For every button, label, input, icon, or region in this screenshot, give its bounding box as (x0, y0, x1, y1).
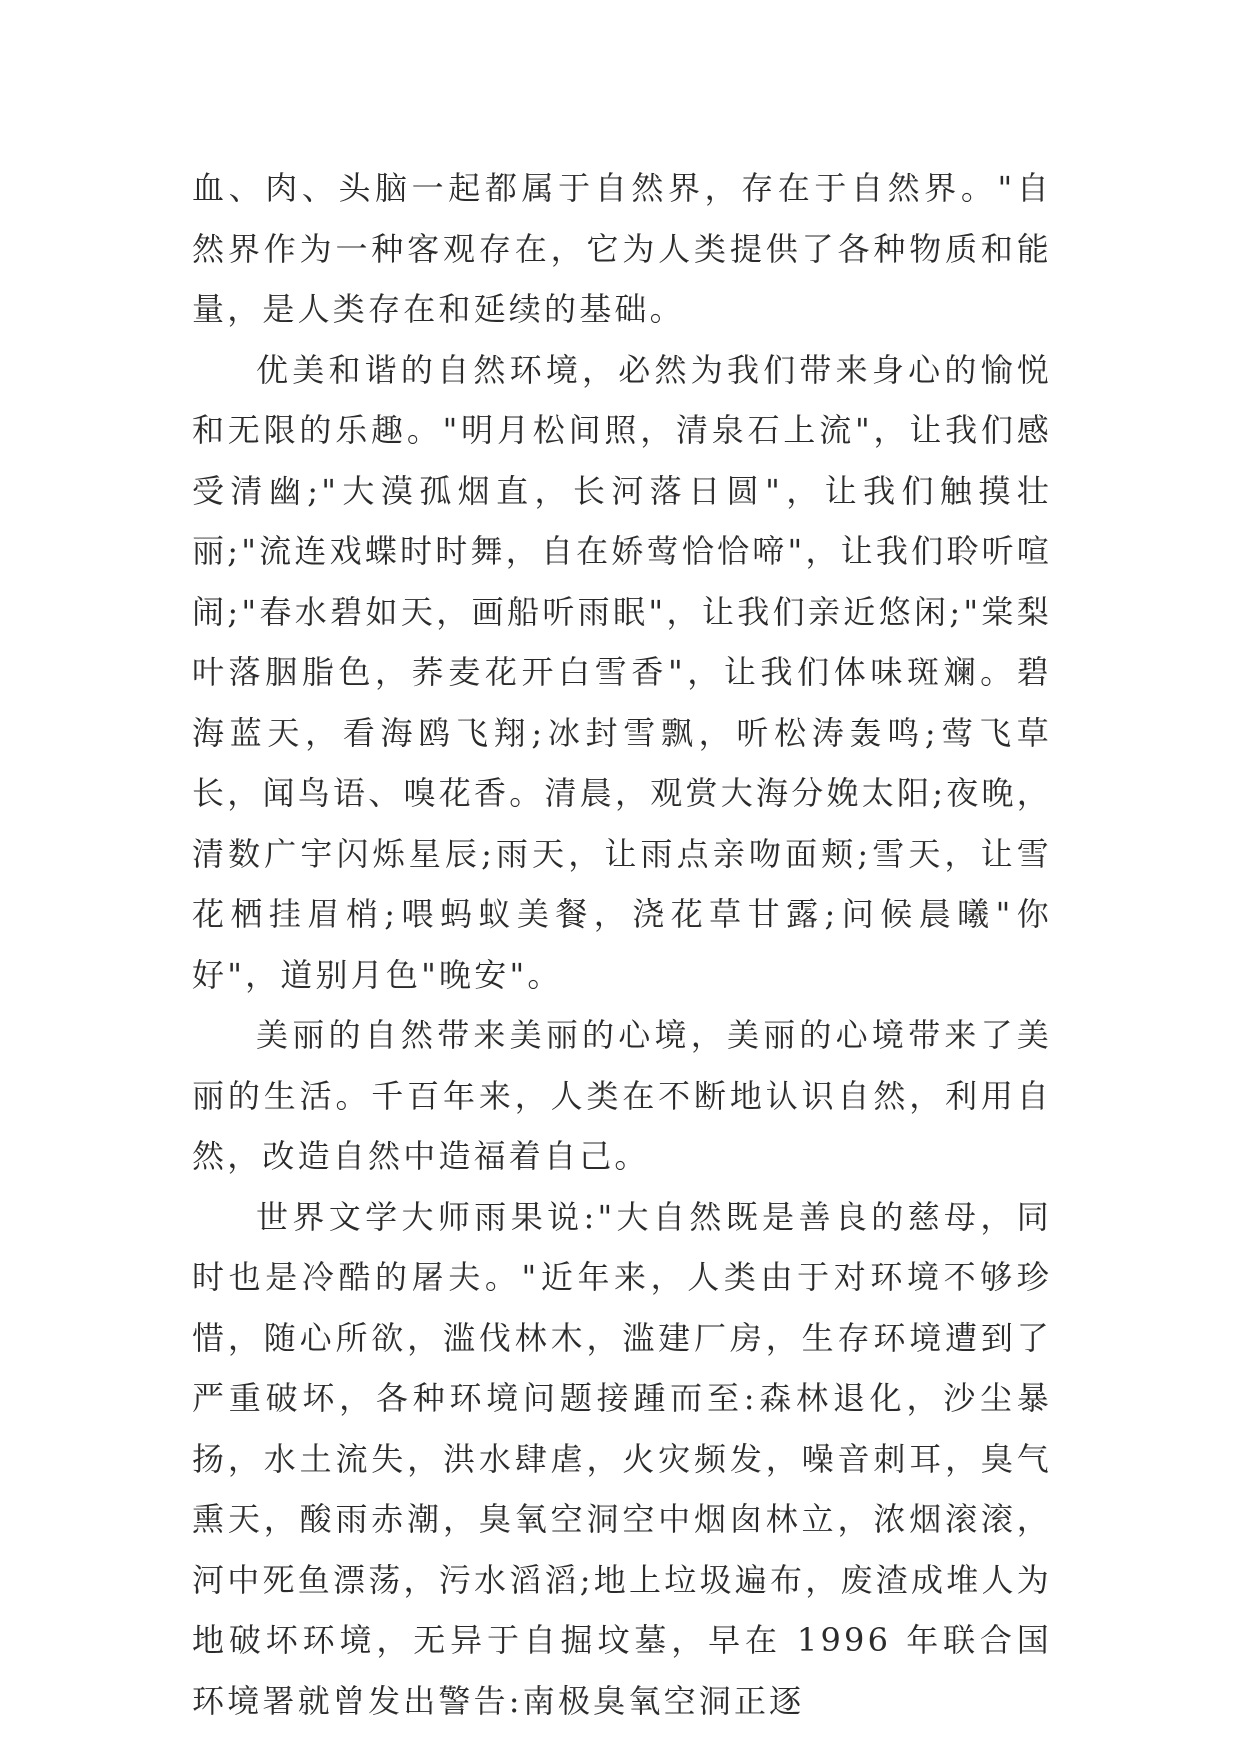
paragraph-4: 世界文学大师雨果说:"大自然既是善良的慈母，同时也是冷酷的屠夫。"近年来，人类由于对环境不够珍惜，随心所欲，滥伐林木，滥建厂房，生存环境遭到了严重破坏，各种环境问题接踵而至:森林退化，沙尘暴扬，水土流失，洪水肆虐，火灾频发，噪音刺耳，臭气熏天，酸雨赤潮，臭氧空洞空中烟囱林立，浓烟滚滚，河中死鱼漂荡，污水滔滔;地上垃圾遍布，废渣成堆人为地破坏环境，无异于自掘坟墓，早在 1996 年联合国环境署就曾发出警告:南极臭氧空洞正逐 (192, 1197, 1052, 1720)
document-body (192, 158, 1052, 1731)
paragraph-1: 血、肉、头脑一起都属于自然界，存在于自然界。"自然界作为一种客观存在，它为人类提供了各种物质和能量，是人类存在和延续的基础。 (192, 169, 1052, 328)
paragraph-2: 优美和谐的自然环境，必然为我们带来身心的愉悦和无限的乐趣。"明月松间照，清泉石上流"，让我们感受清幽;"大漠孤烟直，长河落日圆"，让我们触摸壮丽;"流连戏蝶时时舞，自在娇莺恰恰啼"，让我们聆听喧闹;"春水碧如天，画船听雨眠"，让我们亲近悠闲;"棠梨叶落胭脂色，荞麦花开白雪香"，让我们体味斑斓。碧海蓝天，看海鸥飞翔;冰封雪飘，听松涛轰鸣;莺飞草长，闻鸟语、嗅花香。清晨，观赏大海分娩太阳;夜晚，清数广宇闪烁星辰;雨天，让雨点亲吻面颊;雪天，让雪花栖挂眉梢;喂蚂蚁美餐，浇花草甘露;问候晨曦"你好"，道别月色"晚安"。 (192, 350, 1052, 994)
paragraph-3: 美丽的自然带来美丽的心境，美丽的心境带来了美丽的生活。千百年来，人类在不断地认识自然，利用自然，改造自然中造福着自己。 (192, 1016, 1052, 1175)
